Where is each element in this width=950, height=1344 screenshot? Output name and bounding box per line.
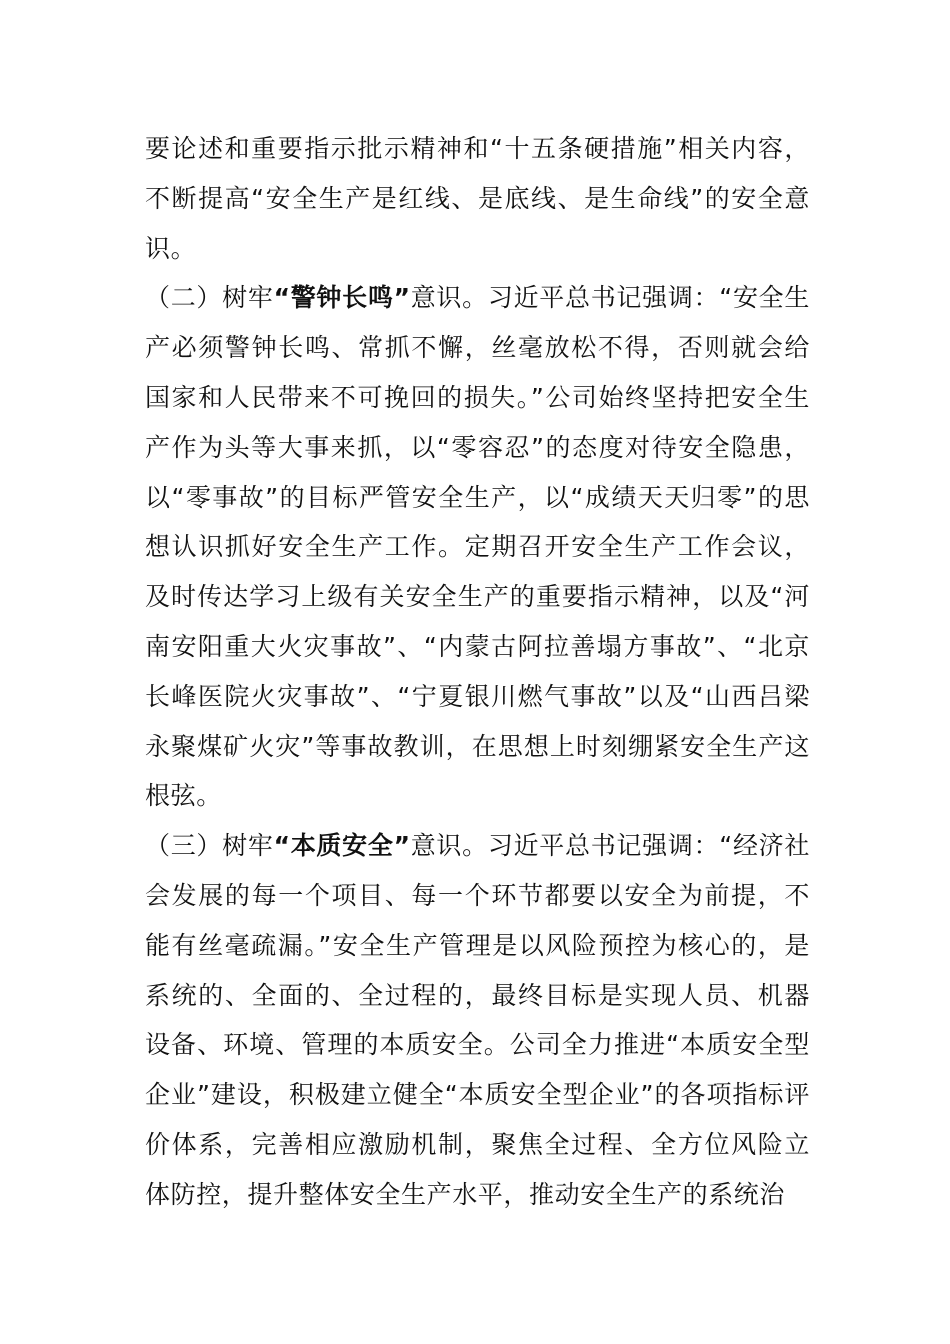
paragraph-3-text: 意识。习近平总书记强调：“经济社会发展的每一个项目、每一个环节都要以安全为前提，不能有丝毫疏漏。”安全生产管理是以风险预控为核心的，是系统的、全面的、全过程的，最终目标是实现人员、机器设备、环境、管理的本质安全。公司全力推进“本质安全型企业”建设，积极建立健全“本质安全型企业”的各项指标评价体系，完善相应激励机制，聚焦全过程、全方位风险立体防控，提升整体安全生产水平，推动安全生产的系统治	[145, 831, 810, 1209]
paragraph-1	[145, 124, 810, 273]
paragraph-2-text: 意识。习近平总书记强调：“安全生产必须警钟长鸣、常抓不懈，丝毫放松不得，否则就会给国家和人民带来不可挽回的损失。”公司始终坚持把安全生产作为头等大事来抓，以“零容忍”的态度对待安全隐患，以“零事故”的目标严管安全生产，以“成绩天天归零”的思想认识抓好安全生产工作。定期召开安全生产工作会议，及时传达学习上级有关安全生产的重要指示精神，以及“河南安阳重大火灾事故”、“内蒙古阿拉善塌方事故”、“北京长峰医院火灾事故”、“宁夏银川燃气事故”以及“山西吕梁永聚煤矿火灾”等事故教训，在思想上时刻绷紧安全生产这根弦。	[145, 283, 810, 811]
paragraph-2-bold-term: “警钟长鸣”	[273, 283, 411, 313]
paragraph-2	[145, 273, 810, 821]
paragraph-3	[145, 821, 810, 1219]
paragraph-3-prefix: （三）树牢	[145, 831, 274, 861]
paragraph-2-prefix: （二）树牢	[145, 283, 274, 313]
document-body	[145, 124, 810, 1220]
paragraph-1-text: 要论述和重要指示批示精神和“十五条硬措施”相关内容，不断提高“安全生产是红线、是底线、是生命线”的安全意识。	[145, 134, 810, 263]
paragraph-3-bold-term: “本质安全”	[273, 831, 411, 861]
